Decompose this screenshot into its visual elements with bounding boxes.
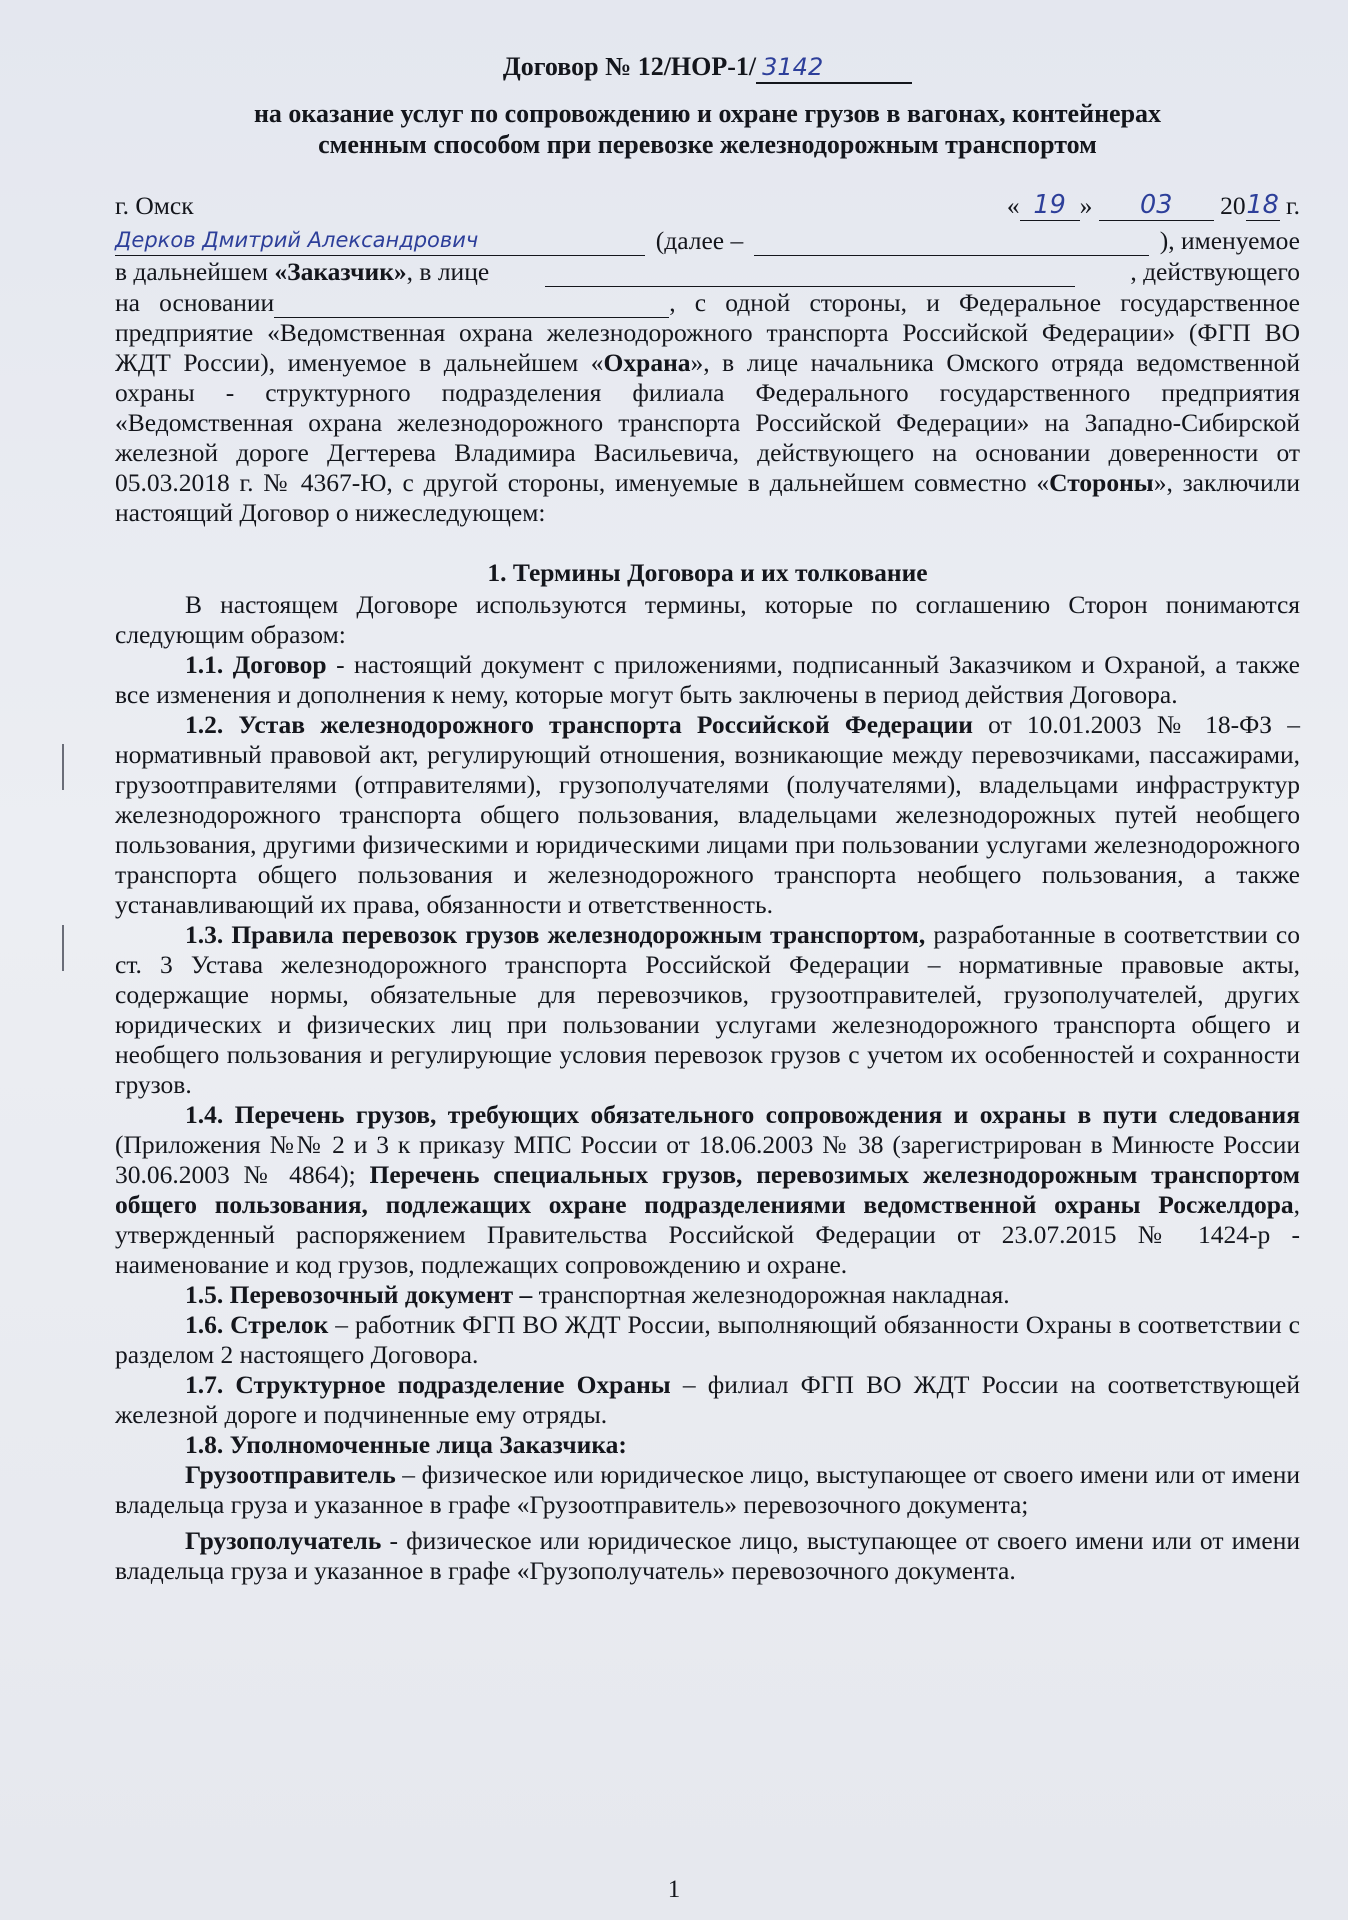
contract-title: Договор № 12/НОР-1/ 3142 — [115, 52, 1300, 84]
customer-name-handwritten: Дерков Дмитрий Александрович — [115, 225, 645, 256]
city: г. Омск — [115, 191, 194, 220]
contract-date: « 19 » 03 2018 г. — [1006, 190, 1300, 220]
customer-short-name-blank — [754, 225, 1149, 256]
term-1-7: 1.7. Структурное подразделение Охраны – филиал ФГП ВО ЖДТ России на соответствующей железной дороге и подчиненные ему отряды. — [115, 1370, 1300, 1429]
page-number: 1 — [667, 1876, 681, 1903]
term-1-3: 1.3. Правила перевозок грузов железнодорожным транспортом, разработанные в соответствии со ст. 3 Устава железнодорожного транспорта Российской Федерации – нормативные правовые акты, содержащие нормы, обязательные для перевозчиков, грузоотправителей, грузополучателей, других юридических и физических лиц при пользовании услугами железнодорожного транспорта общего и необщего пользования и регулирующие условия перевозок грузов с учетом их особенностей и сохранности грузов. — [115, 920, 1300, 1099]
section-1-heading: 1. Термины Договора и их толкование — [487, 558, 928, 587]
date-day: 19 — [1020, 190, 1080, 221]
term-1-5: 1.5. Перевозочный документ – транспортная железнодорожная накладная. — [185, 1280, 1010, 1309]
date-month: 03 — [1099, 190, 1214, 221]
term-1-1: 1.1. Договор - настоящий документ с приложениями, подписанный Заказчиком и Охраной, а также все изменения и дополнения к нему, которые могут быть заключены в период действия Договора. — [115, 650, 1300, 709]
basis-blank — [274, 287, 669, 318]
term-shipper: Грузоотправитель – физическое или юридическое лицо, выступающее от своего имени или от имени владельца груза и указанное в графе «Грузоотправитель» перевозочного документа; — [115, 1460, 1300, 1519]
section-1-intro: В настоящем Договоре используются термины, которые по соглашению Сторон понимаются следующим образом: — [115, 590, 1300, 649]
place-date-row — [115, 190, 1300, 221]
margin-mark — [62, 925, 64, 971]
term-1-4: 1.4. Перечень грузов, требующих обязательного сопровождения и охраны в пути следования (Приложения №№ 2 и 3 к приказу МПС России от 18.06.2003 № 38 (зарегистрирован в Минюсте России 30.06.2003 № 4864); Перечень специальных грузов, перевозимых железнодорожным транспортом общего пользования, подлежащих охране подразделениями ведомственной охраны Росжелдора, утвержденный распоряжением Правительства Российской Федерации от 23.07.2015 № 1424-р - наименование и код грузов, подлежащих сопровождению и охране. — [115, 1100, 1301, 1279]
contract-subtitle: на оказание услуг по сопровождению и охране грузов в вагонах, контейнерах сменным способом при перевозке железнодорожным транспортом — [253, 99, 1162, 159]
contract-number: 3142 — [756, 52, 912, 84]
term-1-6: 1.6. Стрелок – работник ФГП ВО ЖДТ России, выполняющий обязанности Охраны в соответствии с разделом 2 настоящего Договора. — [115, 1310, 1300, 1369]
contract-page — [115, 52, 1300, 1586]
parties-paragraph: Дерков Дмитрий Александрович (далее – ), именуемое в дальнейшем «Заказчик», в лице , действующего на основании , с одной стороны, и Федеральное государственное предприятие «Ведомственная охрана железнодорожного транспорта Российской Федерации» (ФГП ВО ЖДТ России), именуемое в дальнейшем «Охрана», в лице начальника Омского отряда ведомственной охраны - структурного подразделения филиала Федерального государственного предприятия «Ведомственная охрана железнодорожного транспорта Российской Федерации» на Западно-Сибирской железной дороге Дегтерева Владимира Васильевича, действующего на основании доверенности от 05.03.2018 г. № 4367-Ю, с другой стороны, именуемые в дальнейшем совместно «Стороны», заключили настоящий Договор о нижеследующем: — [115, 226, 1301, 527]
term-consignee: Грузополучатель - физическое или юридическое лицо, выступающее от своего имени или от имени владельца груза и указанное в графе «Грузополучатель» перевозочного документа. — [115, 1526, 1300, 1585]
representative-blank — [545, 256, 1075, 287]
date-year: 18 — [1246, 190, 1279, 220]
term-1-8: 1.8. Уполномоченные лица Заказчика: — [185, 1430, 627, 1459]
term-1-2: 1.2. Устав железнодорожного транспорта Российской Федерации от 10.01.2003 № 18-ФЗ – нормативный правовой акт, регулирующий отношения, возникающие между перевозчиками, пассажирами, грузоотправителями (отправителями), грузополучателями (получателями), владельцами инфраструктур железнодорожного транспорта общего пользования, владельцами железнодорожных путей необщего пользования, другими физическими и юридическими лицами при пользовании услугами железнодорожного транспорта общего пользования и железнодорожного транспорта необщего пользования, а также устанавливающий их права, обязанности и ответственность. — [115, 710, 1300, 919]
margin-mark — [62, 744, 64, 790]
